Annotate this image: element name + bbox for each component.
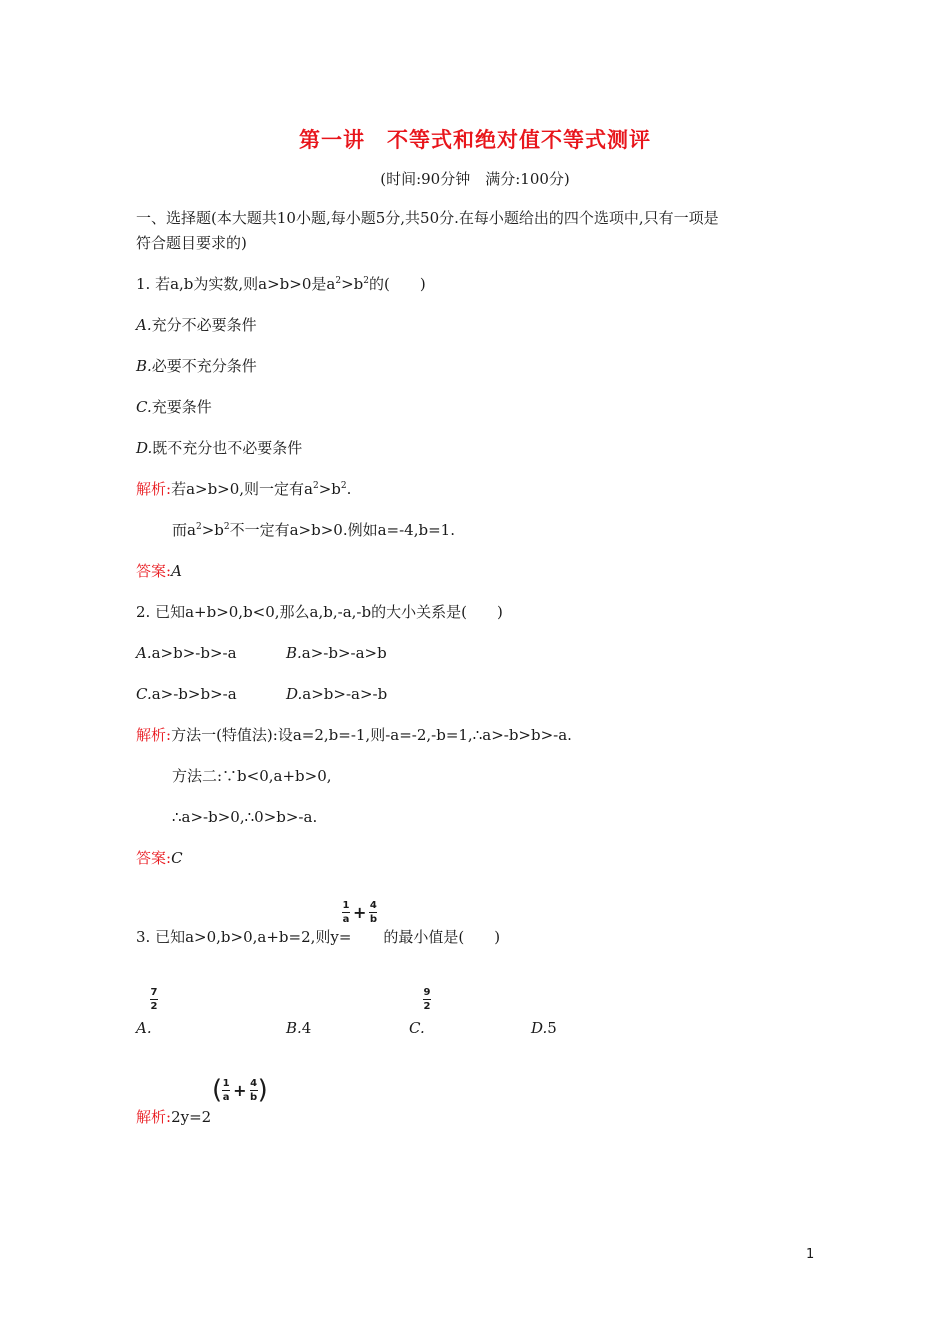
- q3-option-c: C.: [409, 1019, 425, 1037]
- q2-answer: 答案:C: [136, 849, 183, 867]
- q2-analysis-line3: ∴a>-b>0,∴0>b>-a.: [172, 808, 318, 826]
- q3-formula: $\frac{1}{a}$ + $\frac{4}{b}$: [342, 900, 377, 925]
- section-heading-line1: 一、选择题(本大题共10小题,每小题5分,共50分.在每小题给出的四个选项中,只有一项是: [136, 209, 719, 227]
- q1-option-d: D.既不充分也不必要条件: [136, 439, 303, 457]
- q2-analysis-line2: 方法二:∵b<0,a+b>0,: [172, 767, 332, 785]
- q2-option-b: B.a>-b>-a>b: [286, 644, 387, 662]
- q1-analysis: 解析:若a>b>0,则一定有$a^2>b^2$.: [136, 480, 352, 498]
- section-heading-line2: 符合题目要求的): [136, 234, 247, 252]
- q1-option-a: A.充分不必要条件: [136, 316, 257, 334]
- q3-option-a-value: $\frac{7}{2}$: [150, 987, 158, 1012]
- q2-option-c: C.a>-b>b>-a: [136, 685, 237, 703]
- q2-option-d: D.a>b>-a>-b: [286, 685, 388, 703]
- q3-option-d: D.5: [531, 1019, 557, 1037]
- q1-option-c: C.充要条件: [136, 398, 212, 416]
- question-2-stem: 2. 已知a+b>0,b<0,那么a,b,-a,-b的大小关系是( ): [136, 603, 503, 621]
- q1-analysis-line2: 而$a^2>b^2$不一定有a>b>0.例如a=-4,b=1.: [172, 521, 455, 539]
- q3-analysis-formula: ( $\frac{1}{a}$ + $\frac{4}{b}$ ): [212, 1075, 268, 1105]
- q1-option-b: B.必要不充分条件: [136, 357, 257, 375]
- q3-option-a: A.: [136, 1019, 152, 1037]
- page-number: 1: [806, 1247, 815, 1262]
- page-title: 第一讲 不等式和绝对值不等式测评: [299, 128, 651, 152]
- q2-analysis: 解析:方法一(特值法):设a=2,b=-1,则-a=-2,-b=1,∴a>-b>b>-a.: [136, 726, 572, 744]
- q3-option-b: B.4: [286, 1019, 312, 1037]
- q3-analysis: 解析:2y=2: [136, 1108, 212, 1126]
- question-1-stem: 1. 若a,b为实数,则a>b>0是$a^2>b^2$的( ): [136, 275, 426, 293]
- question-3-stem: 3. 已知a>0,b>0,a+b=2,则y= 的最小值是( ): [136, 928, 501, 946]
- exam-info: (时间:90分钟 满分:100分): [380, 170, 570, 188]
- q3-option-c-value: $\frac{9}{2}$: [423, 987, 431, 1012]
- q2-option-a: A.a>b>-b>-a: [136, 644, 237, 662]
- q1-answer: 答案:A: [136, 562, 182, 580]
